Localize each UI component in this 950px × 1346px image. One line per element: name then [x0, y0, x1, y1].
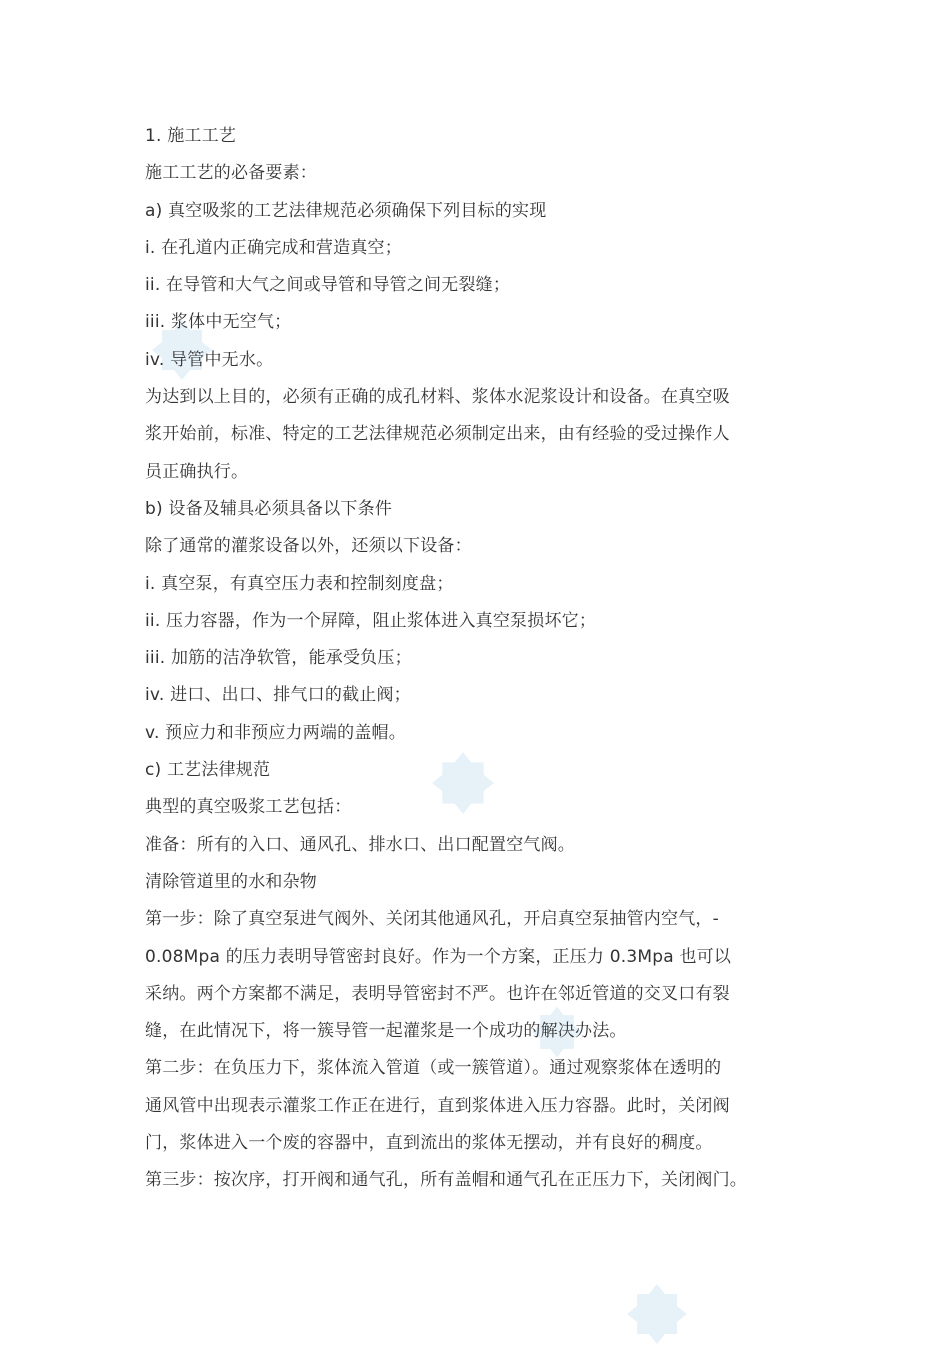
paragraph-line: 浆开始前，标准、特定的工艺法律规范必须制定出来，由有经验的受过操作人 — [145, 424, 730, 445]
text-line: 准备：所有的入口、通风孔、排水口、出口配置空气阀。 — [145, 834, 575, 855]
list-item: i. 在孔道内正确完成和营造真空； — [145, 237, 402, 258]
paragraph-line: 为达到以上目的，必须有正确的成孔材料、浆体水泥浆设计和设备。在真空吸 — [145, 387, 730, 408]
list-item: iii. 加筋的洁净软管，能承受负压； — [145, 648, 412, 669]
paragraph-line: 第一步：除了真空泵进气阀外、关闭其他通风孔，开启真空泵抽管内空气，- — [145, 909, 719, 930]
document-body — [145, 118, 810, 1200]
list-item: ii. 在导管和大气之间或导管和导管之间无裂缝； — [145, 275, 511, 296]
list-item: iii. 浆体中无空气； — [145, 312, 292, 333]
section-heading: 1. 施工工艺 — [145, 126, 237, 146]
list-item: ii. 压力容器，作为一个屏障，阻止浆体进入真空泵损坏它； — [145, 610, 597, 631]
paragraph-line: 员正确执行。 — [145, 461, 249, 482]
paragraph-line: 第三步：按次序，打开阀和通气孔，所有盖帽和通气孔在正压力下，关闭阀门。 — [145, 1170, 747, 1191]
paragraph-line: 采纳。两个方案都不满足，表明导管密封不严。也许在邻近管道的交叉口有裂 — [145, 983, 730, 1004]
paragraph-line: 通风管中出现表示灌浆工作正在进行，直到浆体进入压力容器。此时，关闭阀 — [145, 1095, 730, 1116]
list-item: v. 预应力和非预应力两端的盖帽。 — [145, 722, 406, 743]
list-item: iv. 进口、出口、排气口的截止阀； — [145, 685, 411, 706]
text-line: 典型的真空吸浆工艺包括： — [145, 797, 352, 818]
paragraph-line: 第二步：在负压力下，浆体流入管道（或一簇管道）。通过观察浆体在透明的 — [145, 1058, 722, 1079]
paragraph-line: 0.08Mpa 的压力表明导管密封良好。作为一个方案，正压力 0.3Mpa 也可以 — [145, 946, 732, 967]
snowflake-watermark-icon — [625, 1282, 689, 1346]
text-line: 清除管道里的水和杂物 — [145, 871, 317, 892]
paragraph-line: 缝，在此情况下，将一簇导管一起灌浆是一个成功的解决办法。 — [145, 1021, 627, 1042]
list-item: iv. 导管中无水。 — [145, 349, 274, 370]
subsection-heading: c) 工艺法律规范 — [145, 760, 271, 781]
text-line: 施工工艺的必备要素： — [145, 163, 317, 184]
subsection-heading: a) 真空吸浆的工艺法律规范必须确保下列目标的实现 — [145, 200, 547, 221]
list-item: i. 真空泵，有真空压力表和控制刻度盘； — [145, 573, 454, 594]
paragraph-line: 门，浆体进入一个废的容器中，直到流出的浆体无摆动，并有良好的稠度。 — [145, 1133, 713, 1154]
text-line: 除了通常的灌浆设备以外，还须以下设备： — [145, 536, 472, 557]
subsection-heading: b) 设备及辅具必须具备以下条件 — [145, 498, 393, 519]
